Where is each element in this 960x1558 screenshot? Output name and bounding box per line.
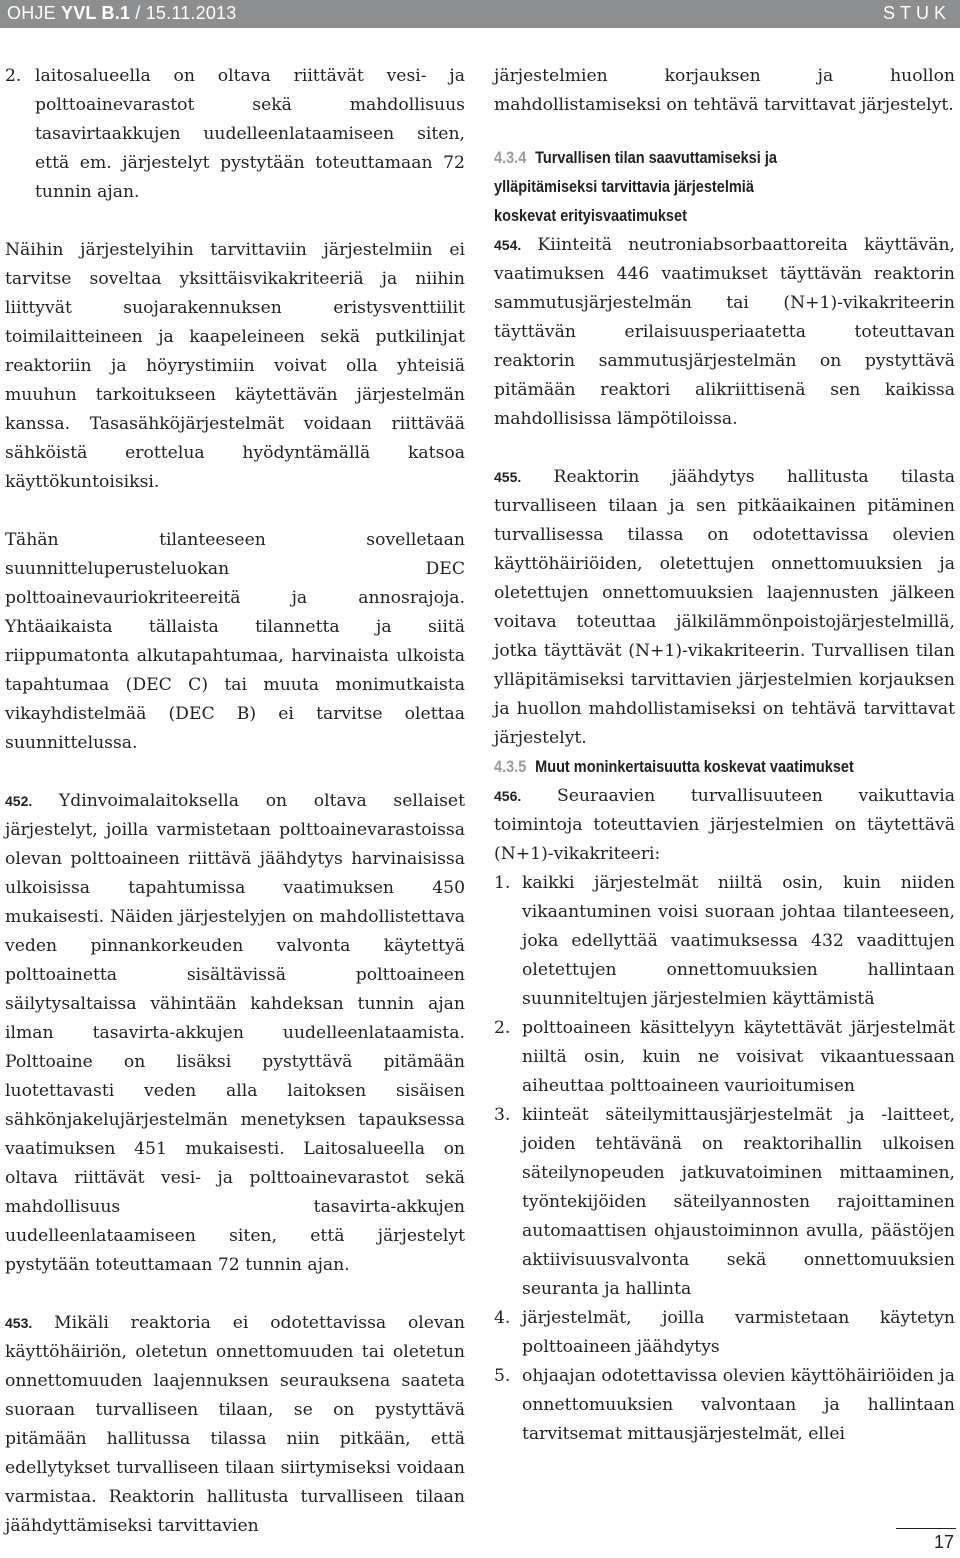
publisher-name: STUK [882,3,951,23]
numbered-list-right [494,869,955,1449]
requirement-text: Reaktorin jäähdytys hallitusta tilasta turvalliseen tilaan ja sen pitkäaikainen pitäminen turvallisessa tilassa on odotettavissa olevien käyttöhäiriöiden, oletettujen onnettomuuksien ja oletettujen onnettomuuksien laajennusten jälkeen voitava toteuttaa jälkilämmönpoistojärjestelmillä, jotka täyttävät (N+1)-vikakriteerin. Turvallisen tilan ylläpitämiseksi tarvittavien järjestelmien korjauksen ja huollon mahdollistamiseksi on tehtävä tarvittavat järjestelyt. [494,467,955,748]
section-title: Turvallisen tilan saavuttamiseksi ja [535,149,777,167]
list-item-text: laitosalueella on oltava riittävät vesi- ja polttoainevarastot sekä mahdollisuus tasavirtaakkujen uudelleenlataamiseen siten, että em. järjestelyt pystytään toteuttamaan 72 tunnin ajan. [35,66,465,202]
requirement-text: Mikäli reaktoria ei odotettavissa olevan käyttöhäiriön, oletetun onnettomuuden tai oletetun onnettomuuden laajennuksen seurauksena saateta suoraan turvalliseen tilaan, se on pystyttävä pitämään hallitussa tilassa niin pitkään, että edellytykset turvalliseen tilaan siirtymiseksi voidaan varmistaa. Reaktorin hallitusta turvalliseen tilaan jäähdyttämiseksi tarvittavien [5,1313,465,1536]
header-prefix: OHJE [7,3,62,23]
list-item [494,1101,955,1304]
list-item-text: polttoaineen käsittelyyn käytettävät järjestelmät niiltä osin, kuin ne voisivat vikaantuessaan aiheuttaa polttoaineen vaurioitumisen [522,1018,955,1096]
list-item-text: ohjaajan odotettavissa olevien käyttöhäiriöiden ja onnettomuuksien valvontaan ja hallintaan tarvitsemat mittausjärjestelmät, ellei [522,1366,955,1444]
section-number: 4.3.5 [494,758,527,776]
numbered-list-left [5,62,465,207]
left-column [5,62,465,1541]
paragraph: Näihin järjestelyihin tarvittaviin järjestelmiin ei tarvitse soveltaa yksittäisvikakriteeriä ja niihin liittyvät suojarakennuksen eristysventtiilit toimilaitteineen ja kaapeleineen sekä putkilinjat reaktoriin ja höyrystimiin voivat olla yhteisiä muuhun tarkoitukseen käytettävän järjestelmän kanssa. Tasasähköjärjestelmät voidaan riittävää sähköistä erottelua hyödyntämällä katsoa käyttökuntoisiksi. [5,240,465,492]
page-header [0,0,960,28]
list-item-number: 4. [494,1308,511,1328]
list-item [494,1014,955,1101]
list-item-number: 3. [494,1105,511,1125]
list-item-text: kaikki järjestelmät niiltä osin, kuin niiden vikaantuminen voisi suoraan johtaa tilanteeseen, joka edellyttää vaatimuksessa 432 vaadittujen oletettujen onnettomuuksien hallintaan suunniteltujen järjestelmien käyttämistä [522,873,955,1009]
list-item [494,869,955,1014]
section-title-line: ylläpitämiseksi tarvittavia järjestelmiä [494,178,754,196]
requirement-454 [494,231,955,434]
requirement-number: 454. [494,237,522,253]
requirement-453 [5,1309,465,1541]
footer-rule [896,1528,956,1529]
guide-code: YVL B.1 [61,3,131,23]
requirement-452 [5,787,465,1280]
list-item-text: järjestelmät, joilla varmistetaan käytetyn polttoaineen jäähdytys [522,1308,955,1357]
header-date: / 15.11.2013 [130,3,237,23]
section-title: Muut moninkertaisuutta koskevat vaatimukset [535,758,854,776]
list-item-number: 5. [494,1366,511,1386]
list-item-number: 2. [494,1018,511,1038]
requirement-text: Ydinvoimalaitoksella on oltava sellaiset järjestelyt, joilla varmistetaan polttoainevarastoissa olevan polttoaineen riittävä jäähdytys harvinaisissa ulkoisissa tapahtumissa vaatimuksen 450 mukaisesti. Näiden järjestelyjen on mahdollistettava veden pinnankorkeuden valvonta käytettyä polttoainetta sisältävissä polttoaineen säilytysaltaissa vähintään kahdeksan tunnin ajan ilman tasavirta-akkujen uudelleenlataamista. Polttoaine on lisäksi pystyttävä pitämään luotettavasti veden alla laitoksen sisäisen sähkönjakelujärjestelmän menetyksen tapauksessa vaatimuksen 451 mukaisesti. Laitosalueella on oltava riittävät vesi- ja polttoainevarastot sekä mahdollisuus tasavirta-akkujen uudelleenlataamiseen siten, että järjestelyt pystytään toteuttamaan 72 tunnin ajan. [5,791,465,1275]
section-heading-435 [494,753,952,782]
list-item [5,62,465,207]
requirement-number: 452. [5,793,33,809]
document-identifier [7,3,236,24]
requirement-text: Seuraavien turvallisuuteen vaikuttavia toimintoja toteuttavien järjestelmien on täytettävä (N+1)-vikakriteeri: [494,786,955,864]
section-heading-434 [494,144,955,231]
right-column [494,62,955,1449]
requirement-text: Kiinteitä neutroniabsorbaattoreita käyttävän, vaatimuksen 446 vaatimukset täyttävän reaktorin sammutusjärjestelmän tai (N+1)-vikakriteerin täyttävän erilaisuusperiaatetta toteuttavan reaktorin sammutusjärjestelmän on pystyttävä pitämään reaktori alikriittisenä sen kaikissa mahdollisissa lämpötiloissa. [494,235,955,429]
requirement-456 [494,782,955,869]
requirement-455 [494,463,955,753]
list-item-text: kiinteät säteilymittausjärjestelmät ja -laitteet, joiden tehtävänä on reaktorihallin ulkoisen säteilynopeuden jatkuvatoiminen mittaaminen, työntekijöiden säteilyannosten rajoittaminen automaattisen ohjaustoiminnon avulla, päästöjen aktiivisuusvalvonta sekä onnettomuuksien seuranta ja hallinta [522,1105,955,1299]
section-number: 4.3.4 [494,149,527,167]
list-item-number: 1. [494,873,511,893]
list-item [494,1362,955,1449]
paragraph-continuation: järjestelmien korjauksen ja huollon mahdollistamiseksi on tehtävä tarvittavat järjestelyt. [494,66,955,115]
list-item [494,1304,955,1362]
requirement-number: 455. [494,469,522,485]
requirement-number: 456. [494,788,522,804]
paragraph: Tähän tilanteeseen sovelletaan suunnitteluperusteluokan DEC polttoainevauriokriteereitä ja annosrajoja. Yhtäaikaista tällaista tilannetta ja siitä riippumatonta alkutapahtumaa, harvinaista ulkoista tapahtumaa (DEC C) tai muuta monimutkaista vikayhdistelmää (DEC B) ei tarvitse olettaa suunnittelussa. [5,530,465,753]
list-item-number: 2. [5,66,22,86]
section-title-line: koskevat erityisvaatimukset [494,207,687,225]
section-heading-line [494,144,952,173]
page-number: 17 [933,1532,954,1552]
requirement-number: 453. [5,1315,33,1331]
